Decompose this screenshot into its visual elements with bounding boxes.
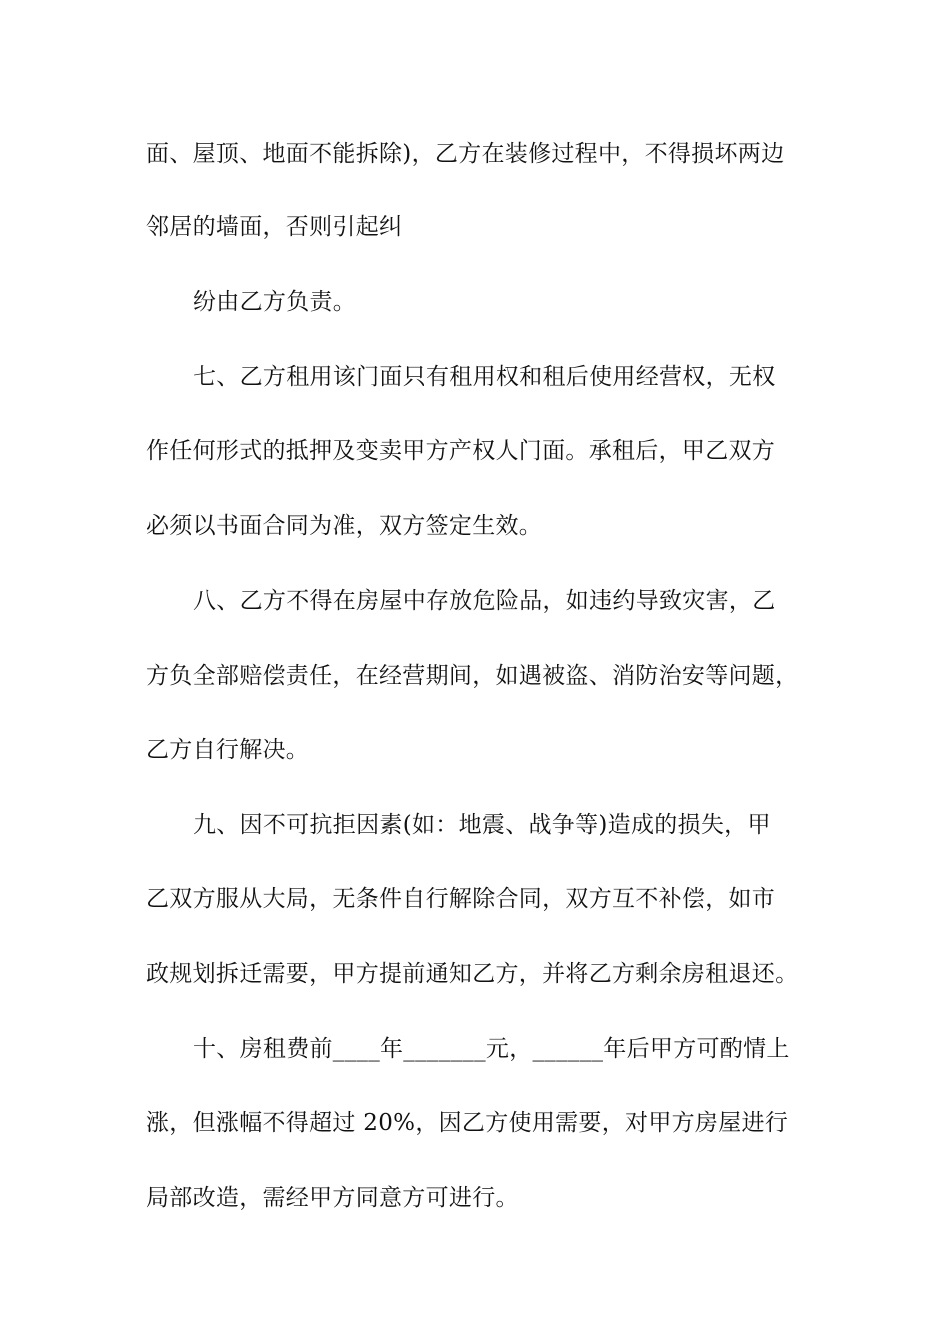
text-line: 局部改造，需经甲方同意方可进行。 <box>146 1185 519 1211</box>
text-line: 邻居的墙面，否则引起纠 <box>146 214 403 240</box>
text-line: 纷由乙方负责。 <box>193 289 357 315</box>
paragraph-8-start: 八、乙方不得在房屋中存放危险品，如违约导致灾害，乙 <box>193 588 776 614</box>
text-line: 面、屋顶、地面不能拆除)，乙方在装修过程中，不得损坏两边 <box>146 141 785 167</box>
text-line: 乙方自行解决。 <box>146 737 310 763</box>
paragraph-9-start: 九、因不可抗拒因素(如：地震、战争等)造成的损失，甲 <box>193 812 771 838</box>
text-line: 乙双方服从大局，无条件自行解除合同，双方互不补偿，如市 <box>146 886 776 912</box>
text-line: 政规划拆迁需要，甲方提前通知乙方，并将乙方剩余房租退还。 <box>146 961 799 987</box>
text-line: 必须以书面合同为准，双方签定生效。 <box>146 513 543 539</box>
text-line: 方负全部赔偿责任，在经营期间，如遇被盗、消防治安等问题， <box>146 663 799 689</box>
paragraph-7-start: 七、乙方租用该门面只有租用权和租后使用经营权，无权 <box>193 364 776 390</box>
text-line: 涨，但涨幅不得超过 20%，因乙方使用需要，对甲方房屋进行 <box>146 1110 789 1136</box>
paragraph-10-start: 十、房租费前____年_______元，______年后甲方可酌情上 <box>193 1036 790 1062</box>
text-line: 作任何形式的抵押及变卖甲方产权人门面。承租后，甲乙双方 <box>146 438 776 464</box>
